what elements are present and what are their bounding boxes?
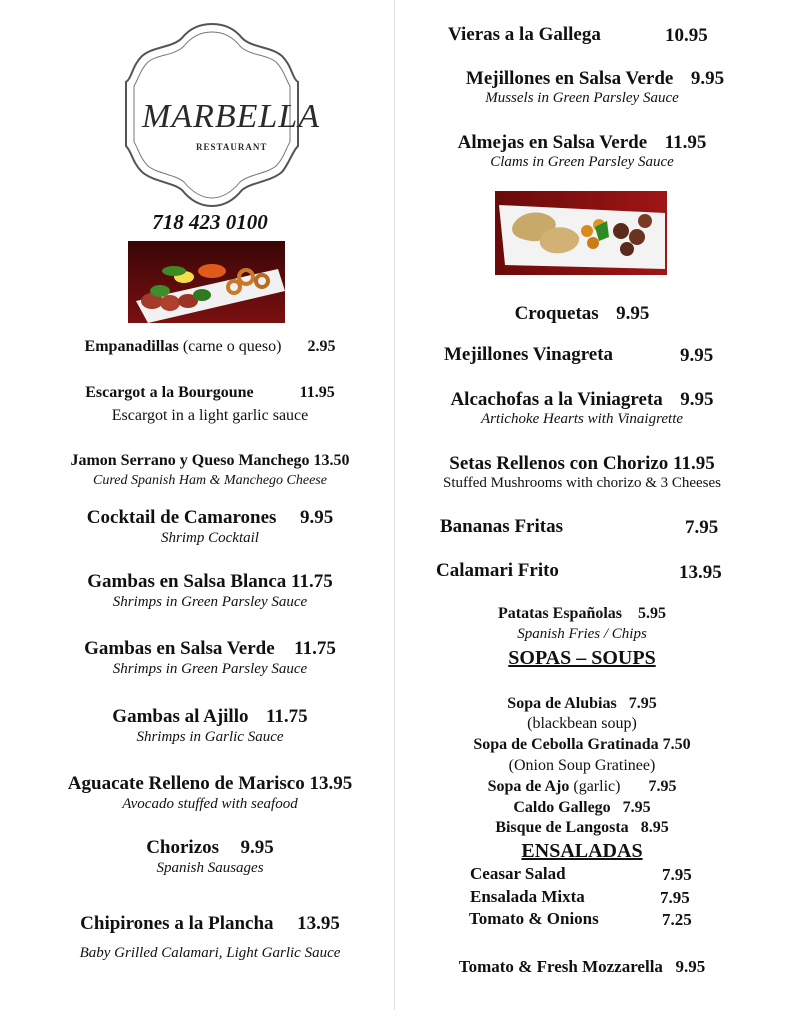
menu-item-patatas (400, 606, 764, 622)
menu-item-mejillones-vinagreta (444, 345, 613, 364)
item-description: Artichoke Hearts with Vinaigrette (480, 411, 684, 427)
item-name: Croquetas (514, 303, 599, 324)
item-name: Aguacate Relleno de Marisco (67, 773, 305, 794)
item-name: Alcachofas a la Viniagreta (450, 389, 663, 410)
menu-item-mejillones-verde (410, 69, 780, 88)
item-price: 7.95 (648, 778, 677, 795)
menu-item-empanadillas (40, 339, 380, 355)
item-name: Patatas Españolas (497, 605, 623, 622)
item-name: Caldo Gallego (513, 799, 611, 816)
item-price: 11.95 (664, 132, 707, 153)
item-price: 9.95 (680, 345, 714, 366)
menu-item-aguacate (30, 774, 390, 793)
empanadillas-photo (128, 241, 285, 323)
salad-item-mixta (470, 888, 585, 905)
item-note: (carne o queso) (182, 338, 282, 355)
logo-name: MARBELLA (142, 98, 320, 135)
item-name: Gambas en Salsa Blanca (87, 571, 287, 592)
item-name: Gambas al Ajillo (112, 706, 249, 727)
item-name: Gambas en Salsa Verde (84, 638, 275, 659)
item-name: Sopa de Ajo (487, 778, 570, 795)
soup-item-cebolla (400, 737, 764, 753)
item-price: 7.95 (685, 517, 719, 538)
item-name: Ensalada Mixta (470, 887, 585, 906)
item-price: 9.95 (680, 389, 714, 410)
item-price: 13.95 (679, 562, 722, 583)
menu-item-chipirones (40, 914, 380, 933)
croquetas-photo (495, 191, 667, 275)
item-price: 2.95 (307, 338, 336, 355)
item-description: Shrimp Cocktail (161, 530, 259, 546)
item-name: Mejillones Vinagreta (444, 344, 614, 365)
menu-item-alcachofas (400, 390, 764, 409)
item-name: Cocktail de Camarones (86, 507, 277, 528)
item-name: Chipirones a la Plancha (80, 913, 274, 934)
menu-item-bananas-fritas (440, 517, 563, 536)
item-price: 7.25 (662, 910, 692, 929)
menu-item-gambas-verde (40, 639, 380, 658)
phone-number: 718 423 0100 (152, 210, 268, 234)
soups-heading: SOPAS – SOUPS (508, 647, 656, 669)
menu-item-jamon-serrano (40, 453, 380, 469)
item-price: 9.95 (616, 303, 650, 324)
salad-item-tomato-onions (469, 910, 599, 927)
menu-item-gambas-ajillo (40, 707, 380, 726)
restaurant-logo (120, 22, 320, 208)
menu-item-croquetas (400, 304, 764, 323)
item-description: Clams in Green Parsley Sauce (490, 154, 674, 170)
menu-item-vieras (448, 25, 601, 44)
item-name: Bananas Fritas (440, 516, 563, 537)
item-note: (garlic) (573, 778, 621, 795)
menu-item-cocktail-camarones (40, 508, 380, 527)
item-name: Escargot a la Bourgoune (85, 384, 254, 401)
item-price: 9.95 (675, 957, 706, 976)
item-name: Tomato & Onions (469, 909, 599, 928)
salad-item-tomato-mozzarella (400, 958, 764, 975)
item-price: 9.95 (240, 837, 274, 858)
item-description: Mussels in Green Parsley Sauce (485, 90, 679, 106)
item-description: Shrimps in Green Parsley Sauce (112, 594, 308, 610)
menu-item-calamari-frito (436, 561, 559, 580)
item-name: Almejas en Salsa Verde (457, 132, 648, 153)
item-description: Baby Grilled Calamari, Light Garlic Sauce (79, 945, 341, 961)
logo-subtitle: RESTAURANT (196, 142, 268, 152)
item-price: 7.95 (660, 888, 690, 907)
soup-item-alubias (400, 696, 764, 712)
item-price: 7.95 (628, 695, 657, 712)
menu-item-gambas-blanca (40, 572, 380, 591)
item-description: Spanish Sausages (156, 860, 264, 876)
item-name: Ceasar Salad (470, 864, 566, 883)
item-description: Escargot in a light garlic sauce (111, 407, 309, 424)
item-name: Tomato & Fresh Mozzarella (458, 957, 663, 976)
item-description: Shrimps in Garlic Sauce (136, 729, 284, 745)
item-description: Shrimps in Green Parsley Sauce (112, 661, 308, 677)
item-price: 8.95 (640, 819, 669, 836)
item-description: Avocado stuffed with seafood (122, 796, 298, 812)
item-name: Vieras a la Gallega (448, 24, 601, 45)
item-price: 11.75 (291, 571, 333, 592)
item-price: 13.95 (309, 773, 353, 794)
salads-heading: ENSALADAS (521, 840, 643, 862)
item-price: 9.95 (690, 68, 725, 89)
menu-item-almejas-verde (400, 133, 764, 152)
item-price: 5.95 (638, 605, 667, 622)
item-price: 11.95 (299, 384, 335, 401)
item-price: 10.95 (665, 25, 708, 46)
item-description: (Onion Soup Gratinee) (508, 757, 656, 774)
item-name: Mejillones en Salsa Verde (465, 68, 674, 89)
item-price: 11.95 (673, 453, 715, 474)
soup-item-caldo-gallego (400, 800, 764, 816)
item-name: Empanadillas (84, 338, 179, 355)
item-price: 13.95 (297, 913, 340, 934)
item-name: Calamari Frito (436, 560, 559, 581)
column-divider (394, 0, 395, 1010)
menu-item-chorizos (40, 838, 380, 857)
item-name: Chorizos (146, 837, 220, 858)
salad-item-ceasar (470, 865, 566, 882)
item-description: Cured Spanish Ham & Manchego Cheese (93, 473, 327, 488)
item-price: 7.95 (622, 799, 651, 816)
menu-item-setas-rellenos (400, 454, 764, 473)
item-price: 11.75 (265, 706, 308, 727)
item-description: (blackbean soup) (527, 715, 637, 732)
item-price: 9.95 (299, 507, 334, 528)
item-name: Sopa de Alubias (507, 695, 617, 712)
item-price: 11.75 (294, 638, 336, 659)
item-description: Spanish Fries / Chips (517, 626, 647, 642)
soup-item-bisque (400, 820, 764, 836)
item-name: Jamon Serrano y Queso Manchego (70, 452, 310, 469)
item-description: Stuffed Mushrooms with chorizo & 3 Cheeses (442, 475, 722, 491)
item-price: 7.95 (662, 865, 692, 884)
item-name: Setas Rellenos con Chorizo (449, 453, 669, 474)
item-price: 13.50 (313, 452, 350, 469)
item-name: Bisque de Langosta (495, 819, 629, 836)
soup-item-ajo (400, 779, 764, 795)
menu-item-escargot (40, 385, 380, 401)
item-name: Sopa de Cebolla Gratinada (473, 736, 659, 753)
item-price: 7.50 (662, 736, 691, 753)
